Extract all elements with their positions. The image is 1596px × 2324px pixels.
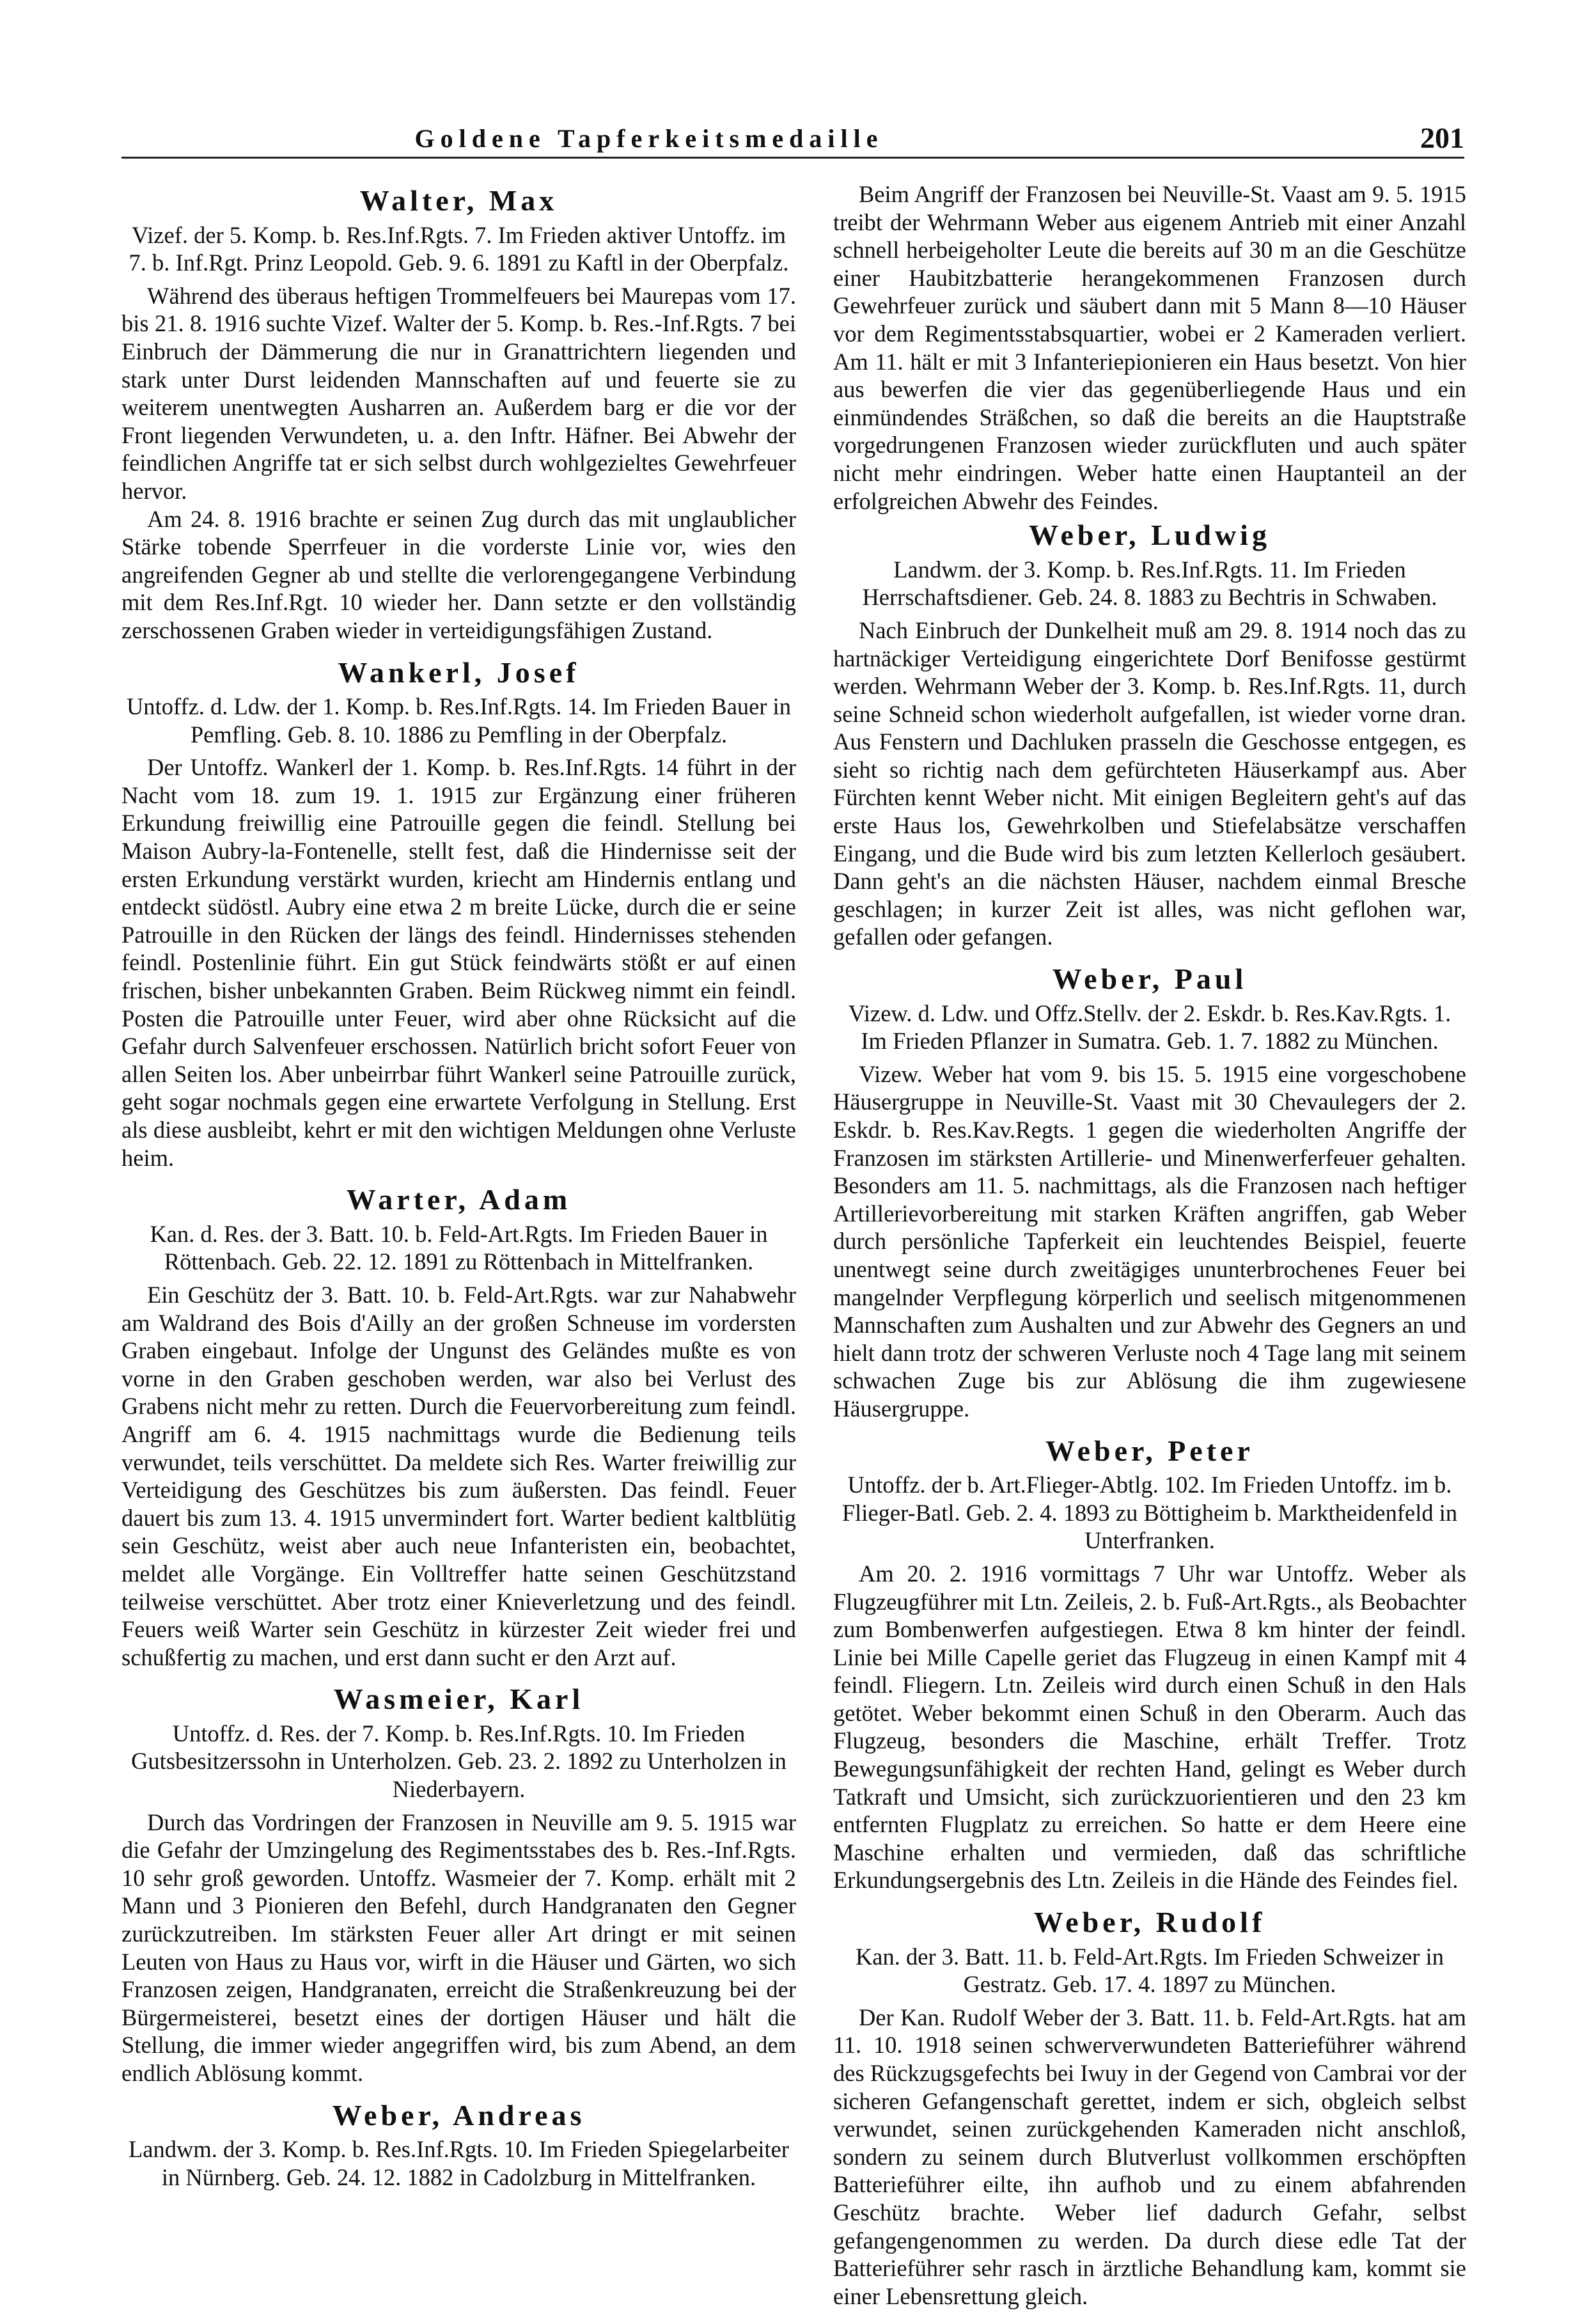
- entry-service-record: Kan. der 3. Batt. 11. b. Feld-Art.Rgts. Im Frieden Schweizer in Gestratz. Geb. 17. 4. 1897 zu München.: [855, 1943, 1444, 1998]
- medal-entry: [121, 184, 796, 645]
- entry-name: Warter, Adam: [346, 1183, 572, 1216]
- entry-name: Weber, Paul: [1052, 962, 1248, 996]
- medal-entry: [833, 1434, 1466, 1895]
- running-title: Goldene Tapferkeitsmedaille: [414, 124, 884, 153]
- entry-name: Weber, Peter: [1045, 1434, 1254, 1467]
- medal-entry: [121, 1183, 796, 1671]
- entry-paragraph: Vizew. Weber hat vom 9. bis 15. 5. 1915 eine vorgeschobene Häusergruppe in Neuville-St. Vaast mit 30 Chevaulegers der 2. Eskdr. b. Res.Kav.Regts. 1 gegen die wiederholten Angriffe der Franzosen im stärksten Artillerie- und Minenwerferfeuer gehalten. Besonders am 11. 5. nachmittags, als die Franzosen nach heftiger Artillerievorbereitung mit starken Kräften angriffen, gab Weber durch persönliche Tapferkeit ein leuchtendes Beispiel, feuerte unentwegt seine durch zweitägiges ununterbrochenes Feuer bei mangelnder Verpflegung körperlich und seelisch mitgenommenen Mannschaften zum Aushalten und zur Abwehr des Gegners an und hielt dann trotz der schweren Verluste noch 4 Tage lang mit seinem schwachen Zuge bis zur Ablösung die ihm zugewiesene Häusergruppe.: [833, 1060, 1466, 1422]
- continuation-paragraph: Beim Angriff der Franzosen bei Neuville-St. Vaast am 9. 5. 1915 treibt der Wehrmann Weber aus eigenem Antrieb mit einer Anzahl schnell herbeigeholter Leute die bereits auf 30 m an die Geschütze einer Haubitzbatterie herangekommenen Franzosen durch Gewehrfeuer zurück und säubert dann mit 5 Mann 8—10 Häuser vor dem Regimentsstabsquartier, wobei er 2 Kameraden verliert. Am 11. hält er mit 3 Infanteriepionieren ein Haus besetzt. Von hier aus bewerfen die vier das gegenüberliegende Haus und ein einmündendes Sträßchen, so daß die bereits an die Hauptstraße vorgedrungenen Franzosen wieder zurückfluten und auch später nicht mehr eindringen. Weber hatte einen Hauptanteil an der erfolgreichen Abwehr des Feindes.: [833, 181, 1466, 514]
- entry-service-record: Landwm. der 3. Komp. b. Res.Inf.Rgts. 10. Im Frieden Spiegelarbeiter in Nürnberg. Geb. 24. 12. 1882 in Cadolzburg in Mittelfranken.: [129, 2136, 789, 2190]
- medal-entry: [121, 2098, 796, 2192]
- entry-paragraph: Der Kan. Rudolf Weber der 3. Batt. 11. b. Feld-Art.Rgts. hat am 11. 10. 1918 seinen schwerverwundeten Batterieführer während des Rückzugsgefechts bei Iwuy in der Gegend von Cambrai vor der sicheren Gefangenschaft gerettet, indem er sich, obgleich selbst verwundet, seinen zurückgehenden Kameraden nicht anschloß, sondern zu seinem durch Blutverlust vollkommen erschöpften Batterieführer eilte, ihn aufhob und zu einem abfahrenden Geschütz brachte. Weber lief dadurch Gefahr, selbst gefangengenommen zu werden. Da durch diese edle Tat der Batterieführer sehr rasch in ärztliche Behandlung kam, kommt sie einer Lebensrettung gleich.: [833, 2004, 1466, 2309]
- entry-name: Wasmeier, Karl: [333, 1683, 584, 1716]
- entry-name: Wankerl, Josef: [338, 656, 580, 689]
- entry-paragraph: Ein Geschütz der 3. Batt. 10. b. Feld-Art.Rgts. war zur Nahabwehr am Waldrand des Bois d'Ailly an der großen Schneuse im vordersten Graben eingebaut. Infolge der Ungunst des Geländes mußte es von vorne in den Graben geschoben werden, war also bei Verlust des Grabens nicht mehr zu retten. Durch die Feuervorbereitung zum feindl. Angriff am 6. 4. 1915 nachmittags wurde die Bedienung teils verwundet, teils verschüttet. Da meldete sich Res. Warter freiwillig zur Verteidigung des Geschützes bis zum äußersten. Das feindl. Feuer dauert bis zum 13. 4. 1915 unvermindert fort. Warter bedient kaltblütig sein Geschütz, weist aber auch neue Infanteristen ein, beobachtet, meldet alle Vorgänge. Ein Volltreffer hatte seinen Geschützstand teilweise verschüttet. Aber trotz einer Knieverletzung und des feindl. Feuers weiß Warter sein Geschütz in kürzester Zeit wieder frei und schußfertig zu machen, und erst dann sucht er den Arzt auf.: [121, 1281, 796, 1670]
- entry-paragraph: Am 20. 2. 1916 vormittags 7 Uhr war Untoffz. Weber als Flugzeugführer mit Ltn. Zeileis, 2. b. Fuß-Art.Rgts., als Beobachter zum Bombenwerfen aufgestiegen. Etwa 8 km hinter der feindl. Linie bei Mille Capelle geriet das Flugzeug in einen Kampf mit 4 feindl. Fliegern. Ltn. Zeileis wird durch einen Schuß in den Hals getötet. Weber bekommt einen Schuß in den Oberarm. Auch das Flugzeug, besonders die Maschine, erhält Treffer. Trotz Bewegungsunfähigkeit der rechten Hand, gelingt es Weber durch Tatkraft und Umsicht, sich zurückzuorientieren und den 23 km entfernten Flugplatz zu erreichen. So hatte er dem Heere eine Maschine erhalten und vermieden, daß das schriftliche Erkundungsergebnis des Ltn. Zeileis in die Hände des Feindes fiel.: [833, 1560, 1466, 1894]
- entry-service-record: Kan. d. Res. der 3. Batt. 10. b. Feld-Art.Rgts. Im Frieden Bauer in Röttenbach. Geb. 22. 12. 1891 zu Röttenbach in Mittelfranken.: [150, 1220, 768, 1275]
- medal-entry: [833, 521, 1466, 951]
- medal-entry: [833, 962, 1466, 1423]
- entry-service-record: Landwm. der 3. Komp. b. Res.Inf.Rgts. 11. Im Frieden Herrschaftsdiener. Geb. 24. 8. 1883 zu Bechtris in Schwaben.: [862, 556, 1437, 611]
- page-number: 201: [1420, 122, 1464, 154]
- entry-name: Walter, Max: [359, 184, 558, 217]
- medal-entry: [833, 1908, 1466, 2310]
- entry-name: Weber, Andreas: [332, 2098, 586, 2132]
- entry-name: Weber, Ludwig: [1029, 519, 1271, 552]
- right-column: [833, 180, 1466, 2324]
- entry-service-record: Vizew. d. Ldw. und Offz.Stellv. der 2. Eskdr. b. Res.Kav.Rgts. 1. Im Frieden Pflanzer in Sumatra. Geb. 1. 7. 1882 zu München.: [848, 1000, 1451, 1055]
- entry-paragraph: Nach Einbruch der Dunkelheit muß am 29. 8. 1914 noch das zu hartnäckiger Verteidigung eingerichtete Dorf Benifosse gestürmt werden. Wehrmann Weber der 3. Komp. b. Res.Inf.Rgts. 11, durch seine Schneid schon wiederholt aufgefallen, ist wieder vorne dran. Aus Fenstern und Dachluken prasseln die Geschosse entgegen, es sieht so richtig nach dem gefürchteten Häuserkampf aus. Aber Fürchten kennt Weber nicht. Mit einigen Begleitern geht's auf das erste Haus los, Gewehrkolben und Stiefelabsätze verschaffen Eingang, und die Bude wird bis zum letzten Kellerloch gesäubert. Dann geht's an die nächsten Häuser, nachdem einmal Bresche geschlagen; in kurzer Zeit ist alles, was nicht geflohen war, gefallen oder gefangen.: [833, 616, 1466, 950]
- page-header: [121, 118, 1464, 159]
- entry-service-record: Untoffz. d. Res. der 7. Komp. b. Res.Inf.Rgts. 10. Im Frieden Gutsbesitzerssohn in Unterholzen. Geb. 23. 2. 1892 zu Unterholzen in Niederbayern.: [131, 1720, 786, 1803]
- entry-paragraph: Am 24. 8. 1916 brachte er seinen Zug durch das mit unglaublicher Stärke tobende Sperrfeuer in die vorderste Linie vor, wies den angreifenden Gegner ab und stellte die verlorengegangene Verbindung mit dem Res.Inf.Rgt. 10 wieder her. Dann setzte er den vollständig zerschossenen Graben wieder in verteidigungsfähigen Zustand.: [121, 505, 796, 643]
- entry-paragraph: Während des überaus heftigen Trommelfeuers bei Maurepas vom 17. bis 21. 8. 1916 suchte Vizef. Walter der 5. Komp. b. Res.-Inf.Rgts. 7 bei Einbruch der Dämmerung die nur in Granattrichtern liegenden und stark unter Durst leidenden Mannschaften auf und feuerte sie zu weiterem unentwegten Ausharren an. Außerdem barg er die vor der Front liegenden Verwundeten, u. a. den Inftr. Häfner. Bei Abwehr der feindlichen Angriffe tat er sich selbst durch wohlgezieltes Gewehrfeuer hervor.: [121, 282, 796, 504]
- medal-entry: [121, 1685, 796, 2087]
- entry-paragraph: Durch das Vordringen der Franzosen in Neuville am 9. 5. 1915 war die Gefahr der Umzingelung des Regimentsstabes des b. Res.-Inf.Rgts. 10 sehr groß geworden. Untoffz. Wasmeier der 7. Komp. erhält mit 2 Mann und 3 Pionieren den Befehl, durch Handgranaten den Gegner zurückzutreiben. Im stärksten Feuer aller Art dringt er mit seinen Leuten von Haus zu Haus vor, wirft in die Häuser und Gärten, wo sich Franzosen zeigen, Handgranaten, erreicht die Straßenkreuzung bei der Bürgermeisterei, besetzt eines der dortigen Häuser und hält die Stellung, die immer wieder angegriffen wird, bis zum Abend, an dem endlich Ablösung kommt.: [121, 1809, 796, 2086]
- medal-entry: [121, 656, 796, 1172]
- entry-name: Weber, Rudolf: [1033, 1906, 1266, 1939]
- entry-service-record: Vizef. der 5. Komp. b. Res.Inf.Rgts. 7. Im Frieden aktiver Untoffz. im 7. b. Inf.Rgt. Prinz Leopold. Geb. 9. 6. 1891 zu Kaftl in der Oberpfalz.: [129, 221, 789, 276]
- left-column: [121, 180, 796, 2205]
- entry-service-record: Untoffz. d. Ldw. der 1. Komp. b. Res.Inf.Rgts. 14. Im Frieden Bauer in Pemfling. Geb. 8. 10. 1886 zu Pemfling in der Oberpfalz.: [126, 693, 792, 748]
- entry-paragraph: Der Untoffz. Wankerl der 1. Komp. b. Res.Inf.Rgts. 14 führt in der Nacht vom 18. zum 19. 1. 1915 zur Ergänzung einer früheren Erkundung freiwillig eine Patrouille gegen die feindl. Stellung bei Maison Aubry-la-Fontenelle, stellt fest, daß die Hindernisse seit der ersten Erkundung verstärkt wurden, kriecht am Hindernis entlang und entdeckt südöstl. Aubry eine etwa 2 m breite Lücke, durch die er seine Patrouille in den Rücken der längs des feindl. Hindernisses stehenden feindl. Postenlinie führt. Ein gut Stück feindwärts stößt er auf einen frischen, bisher unbekannten Graben. Beim Rückweg nimmt ein feindl. Posten die Patrouille unter Feuer, wird aber ohne Rücksicht auf die Gefahr durch Salvenfeuer erschossen. Natürlich bricht sofort Feuer von allen Seiten los. Aber unbeirrbar führt Wankerl seine Patrouille zurück, geht sogar nochmals gegen eine erwartete Verfolgung in Stellung. Erst als diese ausbleibt, kehrt er mit den wichtigen Meldungen ohne Verluste heim.: [121, 754, 796, 1171]
- entry-service-record: Untoffz. der b. Art.Flieger-Abtlg. 102. Im Frieden Untoffz. im b. Flieger-Batl. Geb. 2. 4. 1893 zu Böttigheim b. Marktheidenfeld in Unterfranken.: [841, 1472, 1458, 1554]
